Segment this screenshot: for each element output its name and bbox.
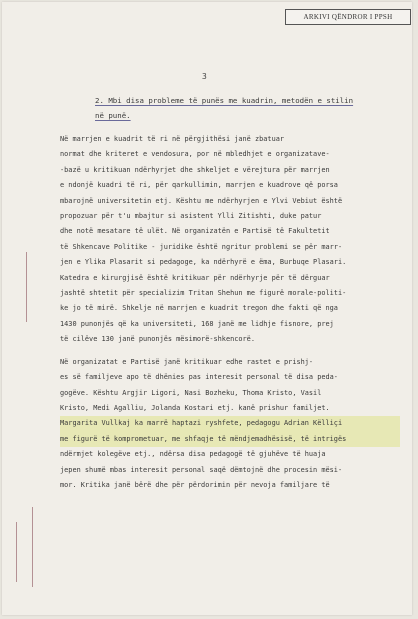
text-line: Kristo, Medi Agalliu, Jolanda Kostari etj. kanë prishur familjet. xyxy=(60,403,330,412)
paragraph xyxy=(60,132,400,348)
document-body xyxy=(60,132,400,500)
document-page xyxy=(2,2,412,615)
text-line: 1430 punonjës që ka universiteti, 168 janë me lidhje fisnore, prej xyxy=(60,319,334,328)
text-line: me figurë të komprometuar, me shfaqje të mëndjemadhësisë, të intrigës xyxy=(60,432,400,447)
text-line: -bazë u kritikuan ndërhyrjet dhe shkeljet e vërejtura për marrjen xyxy=(60,165,330,174)
margin-mark xyxy=(26,252,27,322)
text-line: të cilëve 130 janë punonjës mësimorë-shkencorë. xyxy=(60,335,255,344)
text-line: normat dhe kriteret e vendosura, por në mbledhjet e organizatave- xyxy=(60,150,330,159)
text-line: e ndonjë kuadri të ri, për qarkullimin, marrjen e kuadrove që porsa xyxy=(60,181,338,190)
text-line: Në organizatat e Partisë janë kritikuar edhe rastet e prishj- xyxy=(60,357,314,366)
margin-mark xyxy=(32,507,33,587)
text-line: ndërmjet kolegëve etj., ndërsa disa pedagogë të gjuhëve të huaja xyxy=(60,450,326,459)
text-line: propozuar për t'u mbajtur si asistent Ylli Zitishti, duke patur xyxy=(60,212,322,221)
text-line: Në marrjen e kuadrit të ri në përgjithësi janë zbatuar xyxy=(60,135,285,143)
text-line: jepen shumë mbas interesit personal saqë dëmtojnë dhe procesin mësi- xyxy=(60,465,343,474)
text-line: dhe notë mesatare të ulët. Në organizatën e Partisë të Fakultetit xyxy=(60,227,330,236)
text-line: Katedra e kirurgjisë është kritikuar për ndërhyrje për të dërguar xyxy=(60,273,330,282)
archive-stamp: ARKIVI QËNDROR I PPSH xyxy=(285,9,411,25)
heading-line: 2. Mbi disa probleme të punës me kuadrin, metodën e stilin xyxy=(95,96,354,105)
heading-line: në punë. xyxy=(95,111,131,120)
section-heading xyxy=(95,93,395,123)
paragraph xyxy=(60,355,400,494)
text-line: mbarojnë universitetin etj. Kështu me ndërhyrjen e Ylvi Vebiut është xyxy=(60,196,343,205)
text-line: të Shkencave Politike - juridike është ngritur problemi se për marr- xyxy=(60,242,343,251)
text-line: es së familjeve apo të dhënies pas interesit personal të disa peda- xyxy=(60,373,338,382)
text-line: mor. Kritika janë bërë dhe për përdorimin për nevoja familjare të xyxy=(60,480,330,489)
text-line: ke jo të mirë. Shkelje në marrjen e kuadrit tregon dhe fakti që nga xyxy=(60,304,338,313)
text-line: jashtë shtetit për specializim Tritan Shehun me figurë morale-politi- xyxy=(60,289,347,298)
text-line: jen e Ylika Plasarit si pedagoge, ka ndërhyrë e ëma, Burbuqe Plasari. xyxy=(60,258,347,267)
text-line: gogëve. Kështu Argjir Ligori, Nasi Bozheku, Thoma Kristo, Vasil xyxy=(60,388,322,397)
margin-mark xyxy=(16,522,17,582)
text-line: Margarita Vullkaj ka marrë haptazi ryshfete, pedagogu Adrian Këlliçi xyxy=(60,416,400,431)
page-number: 3 xyxy=(202,72,207,81)
